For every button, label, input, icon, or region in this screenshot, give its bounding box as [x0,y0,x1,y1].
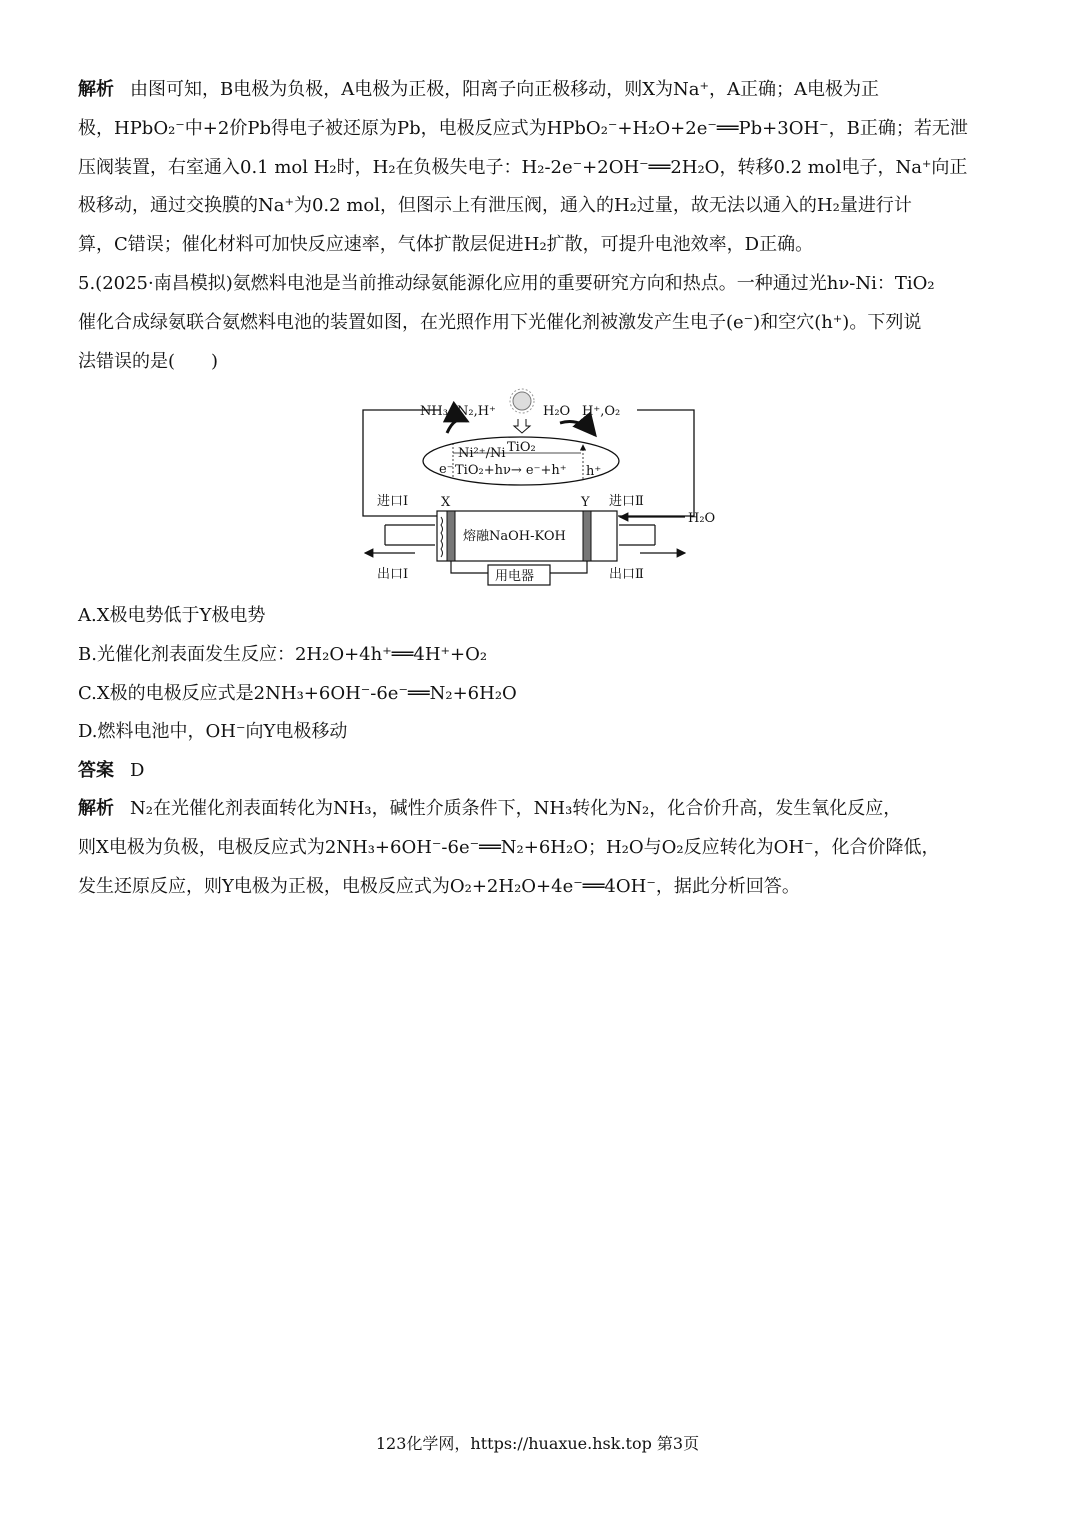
analysis2-text1: N₂在光催化剂表面转化为NH₃，碱性介质条件下，NH₃转化为N₂，化合价升高，发生氧化反应， [130,798,902,819]
option-c: C.X极的电极反应式是2NH₃+6OH⁻-6e⁻══N₂+6H₂O [78,683,517,704]
page-footer: 123化学网，https://huaxue.hsk.top 第3页 [375,1434,700,1453]
option-b: B.光催化剂表面发生反应：2H₂O+4h⁺══4H⁺+O₂ [78,644,488,665]
option-d: D.燃料电池中，OH⁻向Y电极移动 [78,721,348,742]
label-hpo2: H⁺,O₂ [582,404,621,419]
label-n2h: N₂,H⁺ [457,404,496,419]
electrode-y [583,511,591,561]
load-wire-right [550,561,587,573]
analysis1-line5: 算，C错误；催化材料可加快反应速率，气体扩散层促进H₂扩散，可提升电池效率，D正确。 [78,234,814,255]
analysis1-line4: 极移动，通过交换膜的Na⁺为0.2 mol，但图示上有泄压阀，通入的H₂过量，故无法以通入的H₂量进行计 [78,195,912,216]
analysis1-label: 解析 [78,79,114,100]
label-eqn: TiO₂+hν→ e⁻+h⁺ [455,463,567,478]
analysis1-text1: 由图可知，B电极为负极，A电极为正极，阳离子向正极移动，则X为Na⁺，A正确；A电极为正 [130,79,880,100]
analysis1-line3: 压阀装置，右室通入0.1 mol H₂时，H₂在负极失电子：H₂-2e⁻+2OH⁻══2H₂O，转移0.2 mol电子，Na⁺向正 [78,157,968,178]
label-h2o-top: H₂O [543,404,571,419]
sun-icon [510,389,534,413]
label-load: 用电器 [495,569,535,584]
answer-value: D [130,760,145,781]
label-outlet2: 出口Ⅱ [609,567,644,582]
label-nh3: NH₃ [420,404,448,419]
label-e: e⁻ [439,462,454,477]
label-inlet1: 进口Ⅰ [377,494,409,509]
analysis2-label: 解析 [78,798,114,819]
question-line3: 法错误的是( ) [78,351,219,372]
question-line1: 5.(2025·南昌模拟)氨燃料电池是当前推动绿氨能源化应用的重要研究方向和热点。一种通过光hν-Ni：TiO₂ [78,273,935,294]
question-line2: 催化合成绿氨联合氨燃料电池的装置如图，在光照作用下光催化剂被激发产生电子(e⁻)和空穴(h⁺)。下列说 [78,312,922,333]
label-h2o-right: H₂O [688,511,716,526]
label-x: X [441,495,451,510]
label-ni: Ni²⁺/Ni [458,446,506,461]
light-arrow-icon [514,419,530,433]
analysis2-line1 [78,796,901,822]
answer-line [78,758,144,784]
curved-arrow-left-icon [447,420,467,434]
label-tio2: TiO₂ [507,440,536,455]
load-wire-left [451,561,488,573]
electrode-x [447,511,455,561]
answer-label: 答案 [78,760,114,781]
label-electrolyte: 熔融NaOH-KOH [463,529,566,544]
analysis2-line2: 则X电极为负极，电极反应式为2NH₃+6OH⁻-6e⁻══N₂+6H₂O；H₂O与O₂反应转化为OH⁻，化合价降低， [78,837,940,858]
label-h: h⁺ [586,464,602,479]
option-a: A.X极电势低于Y极电势 [78,605,266,626]
curved-arrow-right-icon [560,422,595,436]
label-inlet2: 进口Ⅱ [609,494,644,509]
analysis2-line3: 发生还原反应，则Y电极为正极，电极反应式为O₂+2H₂O+4e⁻══4OH⁻，据此分析回答。 [78,876,800,897]
fuel-cell-diagram [355,385,720,590]
label-outlet1: 出口Ⅰ [377,567,409,582]
analysis1-line1 [78,77,879,103]
analysis1-line2: 极，HPbO₂⁻中+2价Pb得电子被还原为Pb，电极反应式为HPbO₂⁻+H₂O+2e⁻══Pb+3OH⁻，B正确；若无泄 [78,118,968,139]
label-y: Y [581,495,590,510]
